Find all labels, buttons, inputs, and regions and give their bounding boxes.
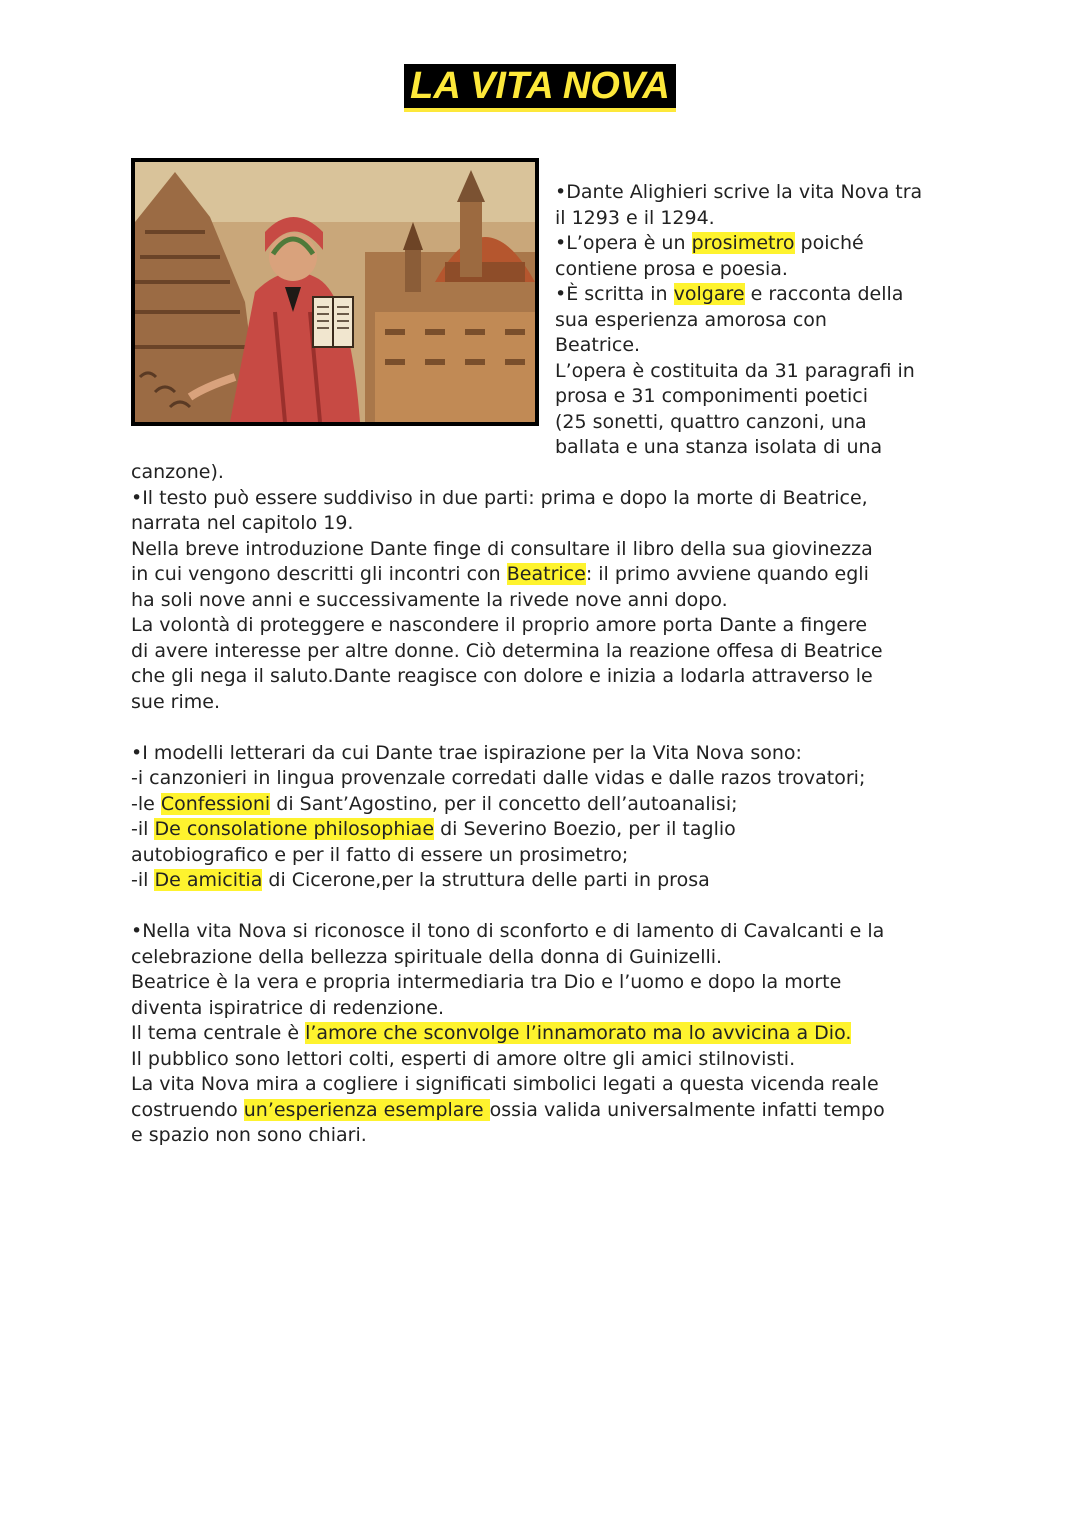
text-line: La vita Nova mira a cogliere i significati simbolici legati a questa vicenda reale	[131, 1073, 879, 1095]
text-line: Il pubblico sono lettori colti, esperti di amore oltre gli amici stilnovisti.	[131, 1047, 796, 1070]
text-line: •I modelli letterari da cui Dante trae ispirazione per la Vita Nova sono:	[131, 741, 802, 764]
text-line: sua esperienza amorosa con	[555, 308, 827, 331]
text-line: in cui vengono descritti gli incontri con Beatrice: il primo avviene quando egli	[131, 563, 869, 585]
text-line: celebrazione della bellezza spirituale della donna di Guinizelli.	[131, 945, 723, 968]
text-line: autobiografico e per il fatto di essere un prosimetro;	[131, 843, 629, 866]
text-line: sue rime.	[131, 690, 220, 713]
highlighted-term: Beatrice	[506, 563, 586, 585]
painting-image	[131, 158, 539, 426]
text-line: -i canzonieri in lingua provenzale corredati dalle vidas e dalle razos trovatori;	[131, 767, 866, 789]
body-text	[131, 460, 961, 1149]
highlighted-term: De amicitia	[154, 869, 263, 891]
text-line: il 1293 e il 1294.	[555, 206, 715, 229]
text-line: -il De consolatione philosophiae di Severino Boezio, per il taglio	[131, 818, 736, 840]
text-line: che gli nega il saluto.Dante reagisce con dolore e inizia a lodarla attraverso le	[131, 665, 873, 687]
text-line: •È scritta in volgare e racconta della	[555, 283, 904, 305]
highlighted-term: Confessioni	[160, 792, 271, 815]
text-line: canzone).	[131, 461, 224, 483]
text-line: L’opera è costituita da 31 paragrafi in	[555, 359, 915, 382]
highlighted-phrase: un’esperienza esemplare	[243, 1098, 490, 1121]
text-line: •Dante Alighieri scrive la vita Nova tra	[555, 181, 923, 203]
text-line: costruendo un’esperienza esemplare ossia valida universalmente infatti tempo	[131, 1098, 885, 1121]
text-line: •Nella vita Nova si riconosce il tono di sconforto e di lamento di Cavalcanti e la	[131, 920, 885, 942]
intro-column	[555, 180, 965, 461]
text-line: diventa ispiratrice di redenzione.	[131, 996, 445, 1019]
highlighted-term: prosimetro	[691, 232, 795, 254]
text-line: narrata nel capitolo 19.	[131, 512, 354, 534]
title-container	[0, 64, 1080, 112]
text-line: contiene prosa e poesia.	[555, 257, 788, 280]
text-line: -le Confessioni di Sant’Agostino, per il concetto dell’autoanalisi;	[131, 792, 738, 815]
highlighted-term: volgare	[673, 283, 745, 305]
text-line: e spazio non sono chiari.	[131, 1124, 367, 1146]
text-line: Beatrice.	[555, 334, 641, 356]
paragraph-gap	[131, 894, 961, 920]
page-title: LA VITA NOVA	[404, 64, 676, 112]
text-line: Nella breve introduzione Dante finge di consultare il libro della sua giovinezza	[131, 537, 873, 560]
text-line: Il tema centrale è l’amore che sconvolge l’innamorato ma lo avvicina a Dio.	[131, 1022, 852, 1044]
text-line: -il De amicitia di Cicerone,per la struttura delle parti in prosa	[131, 869, 710, 891]
painting-illustration	[135, 162, 535, 422]
text-line: Beatrice è la vera e propria intermediaria tra Dio e l’uomo e dopo la morte	[131, 971, 842, 993]
text-line: prosa e 31 componimenti poetici	[555, 385, 869, 407]
paragraph-gap	[131, 715, 961, 741]
highlighted-phrase: l’amore che sconvolge l’innamorato ma lo avvicina a Dio.	[305, 1022, 852, 1044]
text-line: •Il testo può essere suddiviso in due parti: prima e dopo la morte di Beatrice,	[131, 486, 868, 509]
text-line: di avere interesse per altre donne. Ciò determina la reazione offesa di Beatrice	[131, 639, 883, 662]
text-line: ha soli nove anni e successivamente la rivede nove anni dopo.	[131, 588, 728, 611]
highlighted-term: De consolatione philosophiae	[154, 818, 435, 840]
text-line: •L’opera è un prosimetro poiché	[555, 232, 864, 254]
text-line: ballata e una stanza isolata di una	[555, 436, 883, 458]
text-line: (25 sonetti, quattro canzoni, una	[555, 410, 867, 433]
text-line: La volontà di proteggere e nascondere il proprio amore porta Dante a fingere	[131, 614, 868, 636]
